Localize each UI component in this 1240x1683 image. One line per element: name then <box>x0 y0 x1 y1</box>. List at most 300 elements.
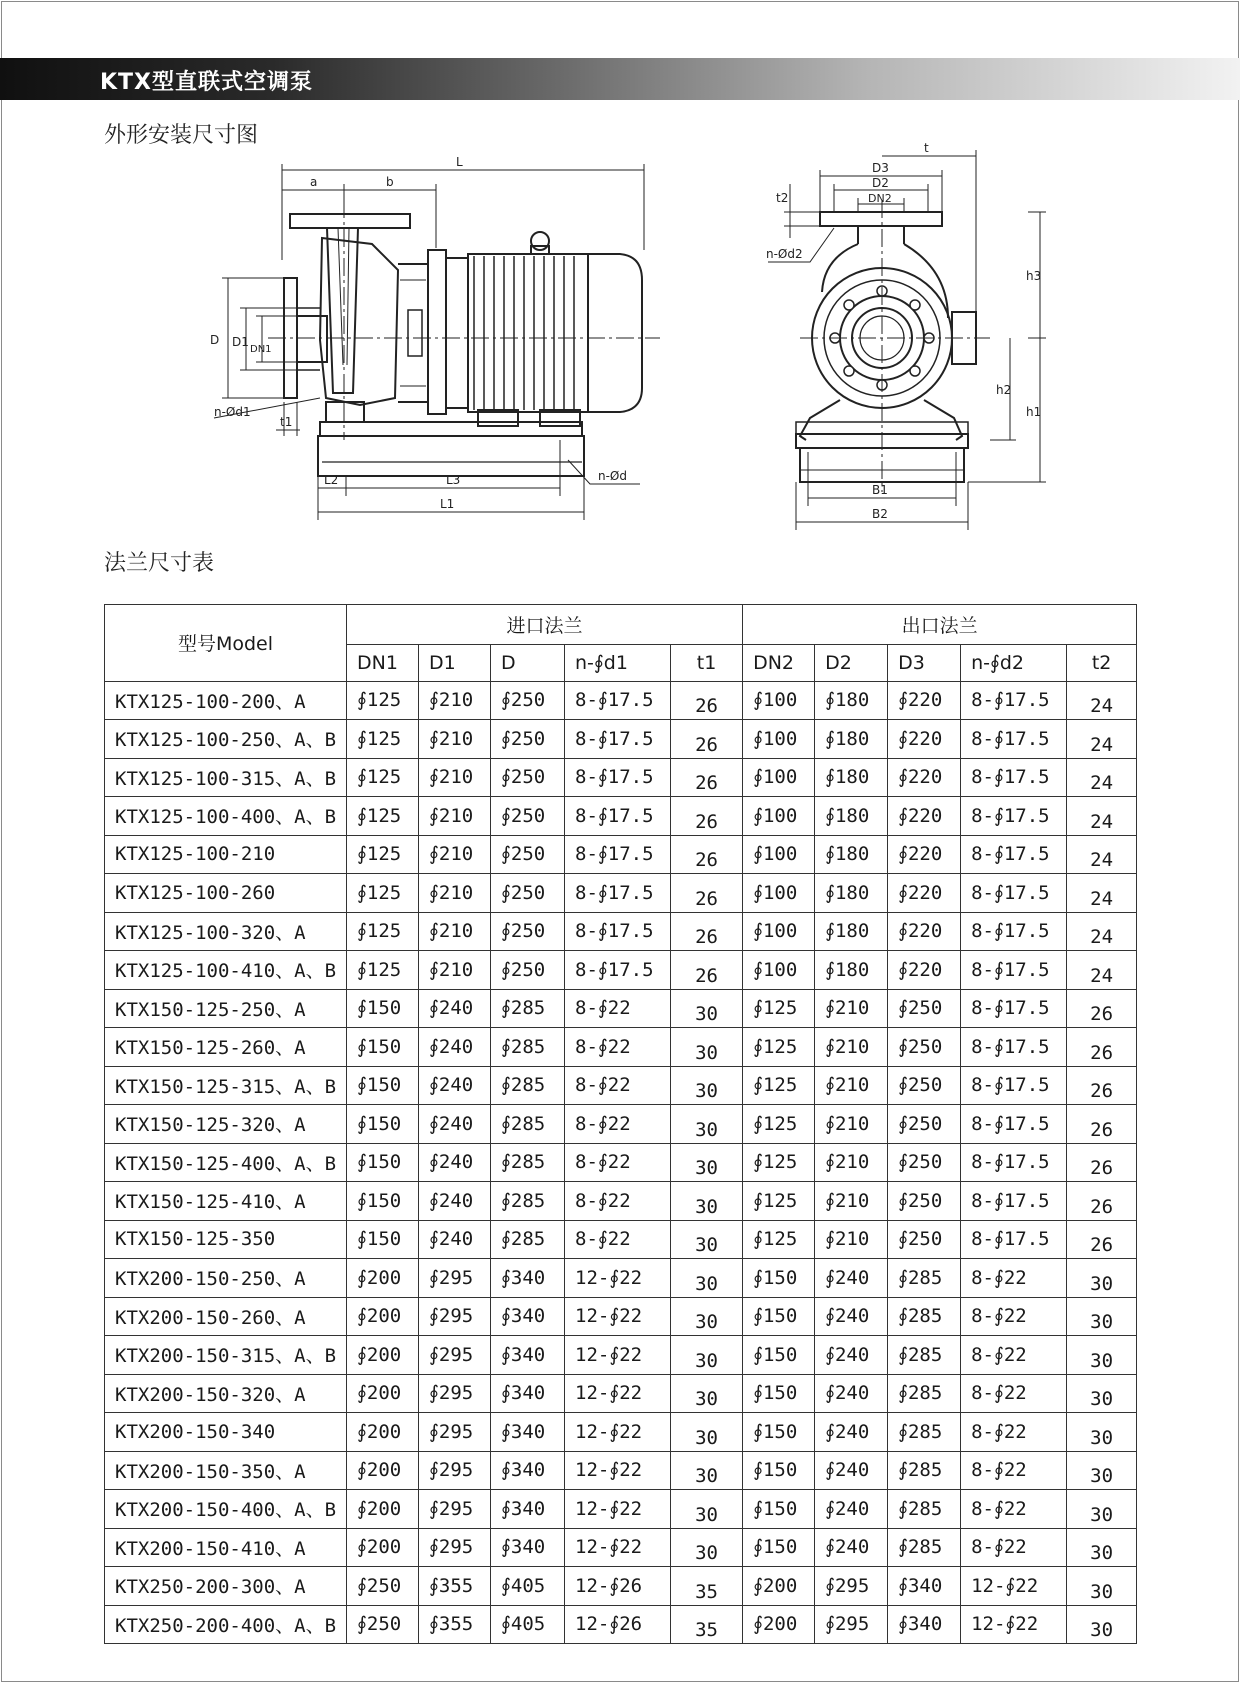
table-cell: 12-∮22 <box>565 1297 671 1336</box>
table-cell: 8-∮22 <box>961 1259 1067 1298</box>
table-cell: ∮285 <box>888 1259 961 1298</box>
table-row <box>105 874 1137 913</box>
table-cell: ∮100 <box>743 797 815 836</box>
dim-b: b <box>386 175 394 189</box>
table-cell: ∮250 <box>888 989 961 1028</box>
table-cell: ∮100 <box>743 758 815 797</box>
dim-dn1: DN1 <box>250 344 272 355</box>
table-cell: ∮285 <box>888 1451 961 1490</box>
table-cell: ∮285 <box>888 1374 961 1413</box>
table-cell: ∮295 <box>419 1374 491 1413</box>
table-row <box>105 835 1137 874</box>
table-row <box>105 1220 1137 1259</box>
table-cell: 8-∮22 <box>565 1220 671 1259</box>
column-header: D2 <box>815 645 888 682</box>
table-cell: ∮200 <box>347 1413 419 1452</box>
table-cell: 12-∮26 <box>565 1605 671 1644</box>
table-cell: 8-∮22 <box>565 1028 671 1067</box>
table-row <box>105 1605 1137 1644</box>
table-cell: 12-∮22 <box>961 1567 1067 1606</box>
table-cell: ∮340 <box>491 1297 565 1336</box>
table-cell: ∮180 <box>815 912 888 951</box>
column-header: n-∮d2 <box>961 645 1067 682</box>
table-cell: 35 <box>671 1605 743 1644</box>
table-cell: ∮125 <box>347 835 419 874</box>
table-cell: ∮125 <box>743 1105 815 1144</box>
table-cell: ∮125 <box>347 797 419 836</box>
column-header: D3 <box>888 645 961 682</box>
table-cell: ∮180 <box>815 797 888 836</box>
table-cell: ∮250 <box>491 797 565 836</box>
table-cell: 8-∮22 <box>565 1066 671 1105</box>
table-cell: ∮180 <box>815 874 888 913</box>
table-cell: ∮240 <box>815 1528 888 1567</box>
table-cell: ∮240 <box>815 1297 888 1336</box>
model-cell: KTX150-125-260、A <box>105 1028 347 1067</box>
table-cell: 30 <box>671 1182 743 1221</box>
table-cell: ∮295 <box>419 1297 491 1336</box>
table-cell: 30 <box>1067 1413 1137 1452</box>
table-cell: ∮250 <box>888 1105 961 1144</box>
table-row <box>105 1528 1137 1567</box>
table-cell: 8-∮17.5 <box>961 758 1067 797</box>
table-cell: 30 <box>1067 1374 1137 1413</box>
page-title: KTX型直联式空调泵 <box>100 70 314 95</box>
table-cell: ∮340 <box>491 1374 565 1413</box>
table-cell: 24 <box>1067 912 1137 951</box>
table-cell: ∮240 <box>815 1259 888 1298</box>
table-cell: ∮100 <box>743 835 815 874</box>
table-cell: ∮240 <box>419 1066 491 1105</box>
table-cell: ∮210 <box>419 797 491 836</box>
table-cell: ∮200 <box>347 1528 419 1567</box>
table-cell: ∮150 <box>347 1220 419 1259</box>
table-cell: ∮240 <box>419 1105 491 1144</box>
column-header: D1 <box>419 645 491 682</box>
table-cell: 30 <box>1067 1567 1137 1606</box>
dim-t2: t2 <box>776 191 789 205</box>
table-cell: ∮340 <box>491 1451 565 1490</box>
table-cell: 8-∮22 <box>961 1413 1067 1452</box>
table-cell: ∮150 <box>347 989 419 1028</box>
table-cell: ∮295 <box>815 1567 888 1606</box>
dim-l: L <box>456 155 463 169</box>
dim-h3: h3 <box>1026 269 1042 283</box>
table-cell: 12-∮22 <box>565 1374 671 1413</box>
header-banner <box>0 58 1240 100</box>
table-row <box>105 989 1137 1028</box>
table-cell: ∮295 <box>419 1259 491 1298</box>
dim-nd1: n-Ød1 <box>214 405 251 419</box>
table-cell: ∮210 <box>815 1105 888 1144</box>
model-header: 型号Model <box>105 605 347 682</box>
table-cell: ∮250 <box>491 720 565 759</box>
dim-nd2: n-Ød2 <box>766 247 803 261</box>
table-cell: ∮210 <box>815 1028 888 1067</box>
table-cell: 8-∮17.5 <box>565 758 671 797</box>
table-cell: ∮200 <box>743 1605 815 1644</box>
table-cell: ∮250 <box>888 1220 961 1259</box>
column-header: D <box>491 645 565 682</box>
table-row <box>105 1451 1137 1490</box>
table-cell: 24 <box>1067 720 1137 759</box>
table-cell: ∮285 <box>888 1297 961 1336</box>
table-cell: 8-∮17.5 <box>565 681 671 720</box>
table-cell: ∮150 <box>347 1028 419 1067</box>
table-cell: 30 <box>671 1528 743 1567</box>
model-cell: KTX125-100-315、A、B <box>105 758 347 797</box>
dim-b2: B2 <box>872 507 888 521</box>
table-cell: ∮125 <box>743 1220 815 1259</box>
model-cell: KTX150-125-320、A <box>105 1105 347 1144</box>
table-cell: ∮150 <box>347 1143 419 1182</box>
table-cell: ∮150 <box>347 1066 419 1105</box>
column-header: t1 <box>671 645 743 682</box>
table-row <box>105 681 1137 720</box>
table-cell: ∮150 <box>743 1374 815 1413</box>
table-row <box>105 797 1137 836</box>
table-cell: 30 <box>671 1259 743 1298</box>
table-row <box>105 1567 1137 1606</box>
model-cell: KTX150-125-315、A、B <box>105 1066 347 1105</box>
table-cell: ∮210 <box>815 1143 888 1182</box>
model-cell: KTX125-100-250、A、B <box>105 720 347 759</box>
table-cell: ∮285 <box>491 1066 565 1105</box>
table-cell: ∮200 <box>347 1451 419 1490</box>
table-cell: ∮295 <box>815 1605 888 1644</box>
dim-l2: L2 <box>324 473 339 487</box>
table-cell: 35 <box>671 1567 743 1606</box>
model-cell: KTX200-150-340 <box>105 1413 347 1452</box>
model-cell: KTX200-150-350、A <box>105 1451 347 1490</box>
model-cell: KTX150-125-350 <box>105 1220 347 1259</box>
table-cell: ∮200 <box>347 1336 419 1375</box>
drawing-section-title: 外形安装尺寸图 <box>104 123 259 148</box>
table-cell: ∮240 <box>815 1451 888 1490</box>
table-cell: 8-∮17.5 <box>565 797 671 836</box>
table-cell: ∮125 <box>743 1028 815 1067</box>
table-cell: 26 <box>671 912 743 951</box>
table-cell: ∮125 <box>347 874 419 913</box>
table-cell: ∮285 <box>491 1028 565 1067</box>
table-cell: ∮150 <box>743 1490 815 1529</box>
table-row <box>105 1259 1137 1298</box>
installation-dimension-drawing <box>0 140 1240 540</box>
table-cell: ∮250 <box>347 1567 419 1606</box>
table-cell: ∮240 <box>419 1220 491 1259</box>
table-cell: ∮250 <box>491 951 565 990</box>
table-cell: 8-∮17.5 <box>961 989 1067 1028</box>
table-cell: 26 <box>671 835 743 874</box>
table-cell: 26 <box>671 874 743 913</box>
table-cell: ∮285 <box>491 1182 565 1221</box>
table-cell: ∮355 <box>419 1567 491 1606</box>
table-cell: 30 <box>671 1105 743 1144</box>
table-cell: 30 <box>671 1451 743 1490</box>
table-cell: ∮210 <box>815 989 888 1028</box>
table-row <box>105 1182 1137 1221</box>
table-cell: 30 <box>671 1490 743 1529</box>
flange-dimension-table <box>104 604 1137 1644</box>
table-cell: ∮250 <box>491 874 565 913</box>
table-cell: 26 <box>1067 1182 1137 1221</box>
table-cell: ∮240 <box>419 1028 491 1067</box>
table-cell: 26 <box>1067 989 1137 1028</box>
table-cell: ∮405 <box>491 1567 565 1606</box>
table-cell: ∮240 <box>815 1490 888 1529</box>
table-cell: ∮125 <box>347 758 419 797</box>
table-cell: ∮285 <box>491 1105 565 1144</box>
table-cell: ∮100 <box>743 720 815 759</box>
table-cell: 26 <box>671 951 743 990</box>
model-cell: KTX200-150-410、A <box>105 1528 347 1567</box>
table-cell: ∮200 <box>347 1374 419 1413</box>
table-cell: 8-∮22 <box>961 1297 1067 1336</box>
table-cell: 30 <box>1067 1336 1137 1375</box>
dim-b1: B1 <box>872 483 888 497</box>
table-cell: ∮210 <box>419 912 491 951</box>
table-cell: 8-∮17.5 <box>961 1182 1067 1221</box>
table-cell: ∮220 <box>888 835 961 874</box>
dim-d2: D2 <box>872 176 889 190</box>
table-cell: ∮150 <box>347 1182 419 1221</box>
table-cell: ∮180 <box>815 681 888 720</box>
model-cell: KTX125-100-410、A、B <box>105 951 347 990</box>
table-cell: 12-∮22 <box>565 1490 671 1529</box>
table-cell: 12-∮22 <box>565 1528 671 1567</box>
table-cell: 12-∮22 <box>961 1605 1067 1644</box>
table-row <box>105 1066 1137 1105</box>
table-cell: 8-∮17.5 <box>961 1143 1067 1182</box>
model-cell: KTX125-100-400、A、B <box>105 797 347 836</box>
dim-d1: D1 <box>232 335 249 349</box>
table-cell: ∮210 <box>419 758 491 797</box>
table-cell: 8-∮17.5 <box>961 912 1067 951</box>
model-cell: KTX125-100-200、A <box>105 681 347 720</box>
dim-t1: t1 <box>280 415 293 429</box>
model-cell: KTX150-125-410、A <box>105 1182 347 1221</box>
model-cell: KTX200-150-315、A、B <box>105 1336 347 1375</box>
table-cell: ∮150 <box>743 1259 815 1298</box>
dim-h2: h2 <box>996 383 1012 397</box>
table-cell: ∮210 <box>419 951 491 990</box>
model-cell: KTX125-100-260 <box>105 874 347 913</box>
table-cell: 8-∮17.5 <box>961 835 1067 874</box>
table-cell: ∮285 <box>491 1220 565 1259</box>
table-cell: 8-∮22 <box>961 1451 1067 1490</box>
table-cell: 30 <box>671 1336 743 1375</box>
dim-a: a <box>310 175 318 189</box>
model-cell: KTX250-200-400、A、B <box>105 1605 347 1644</box>
table-cell: ∮200 <box>347 1297 419 1336</box>
table-cell: 8-∮17.5 <box>961 1028 1067 1067</box>
table-cell: 8-∮17.5 <box>961 1220 1067 1259</box>
table-cell: ∮355 <box>419 1605 491 1644</box>
table-cell: ∮210 <box>419 874 491 913</box>
table-cell: ∮220 <box>888 951 961 990</box>
table-cell: ∮210 <box>419 720 491 759</box>
table-cell: ∮220 <box>888 797 961 836</box>
table-cell: 8-∮22 <box>565 1105 671 1144</box>
table-row <box>105 1105 1137 1144</box>
table-cell: 30 <box>1067 1451 1137 1490</box>
table-cell: ∮340 <box>491 1490 565 1529</box>
table-cell: ∮240 <box>419 1182 491 1221</box>
table-cell: ∮340 <box>491 1528 565 1567</box>
table-row <box>105 912 1137 951</box>
table-cell: ∮180 <box>815 835 888 874</box>
column-header: n-∮d1 <box>565 645 671 682</box>
column-header: t2 <box>1067 645 1137 682</box>
table-cell: ∮125 <box>743 1182 815 1221</box>
table-cell: 8-∮17.5 <box>961 797 1067 836</box>
table-cell: 8-∮22 <box>565 989 671 1028</box>
table-cell: ∮250 <box>491 758 565 797</box>
table-cell: ∮200 <box>743 1567 815 1606</box>
table-cell: 12-∮22 <box>565 1413 671 1452</box>
table-cell: ∮125 <box>743 1143 815 1182</box>
table-row <box>105 758 1137 797</box>
model-cell: KTX150-125-250、A <box>105 989 347 1028</box>
table-row <box>105 1028 1137 1067</box>
table-cell: ∮180 <box>815 951 888 990</box>
table-cell: ∮100 <box>743 874 815 913</box>
table-cell: ∮150 <box>743 1336 815 1375</box>
table-cell: ∮125 <box>347 951 419 990</box>
table-cell: ∮295 <box>419 1528 491 1567</box>
table-cell: ∮180 <box>815 720 888 759</box>
table-cell: 30 <box>671 1028 743 1067</box>
table-row <box>105 1374 1137 1413</box>
column-header: DN1 <box>347 645 419 682</box>
table-cell: 8-∮22 <box>961 1374 1067 1413</box>
table-cell: ∮250 <box>888 1066 961 1105</box>
table-cell: ∮100 <box>743 681 815 720</box>
pump-front-view <box>796 200 990 492</box>
table-cell: ∮100 <box>743 912 815 951</box>
table-cell: 8-∮17.5 <box>565 874 671 913</box>
table-cell: ∮240 <box>815 1374 888 1413</box>
table-cell: 30 <box>1067 1297 1137 1336</box>
table-cell: ∮220 <box>888 912 961 951</box>
table-cell: ∮340 <box>491 1259 565 1298</box>
table-cell: ∮250 <box>888 1182 961 1221</box>
table-cell: 8-∮22 <box>961 1490 1067 1529</box>
dim-d: D <box>210 333 220 347</box>
table-cell: ∮250 <box>888 1143 961 1182</box>
table-cell: ∮295 <box>419 1413 491 1452</box>
table-cell: ∮150 <box>743 1528 815 1567</box>
table-cell: 8-∮17.5 <box>961 1105 1067 1144</box>
table-cell: ∮250 <box>888 1028 961 1067</box>
table-cell: ∮100 <box>743 951 815 990</box>
table-cell: 8-∮17.5 <box>565 912 671 951</box>
table-cell: 30 <box>671 1374 743 1413</box>
table-cell: 30 <box>1067 1528 1137 1567</box>
table-cell: ∮340 <box>491 1413 565 1452</box>
table-cell: 12-∮22 <box>565 1336 671 1375</box>
inlet-flange-header: 进口法兰 <box>347 605 743 645</box>
table-cell: ∮250 <box>491 835 565 874</box>
table-cell: 8-∮17.5 <box>961 720 1067 759</box>
table-cell: ∮240 <box>419 989 491 1028</box>
dim-l1: L1 <box>440 497 455 511</box>
table-cell: 24 <box>1067 681 1137 720</box>
table-cell: 8-∮17.5 <box>565 951 671 990</box>
table-cell: ∮250 <box>491 912 565 951</box>
table-cell: ∮295 <box>419 1336 491 1375</box>
table-cell: 8-∮17.5 <box>565 835 671 874</box>
table-cell: ∮210 <box>815 1220 888 1259</box>
model-cell: KTX200-150-320、A <box>105 1374 347 1413</box>
table-cell: 8-∮17.5 <box>961 1066 1067 1105</box>
table-cell: 30 <box>1067 1490 1137 1529</box>
table-cell: 26 <box>671 720 743 759</box>
table-cell: 30 <box>671 989 743 1028</box>
table-cell: ∮125 <box>347 720 419 759</box>
model-cell: KTX125-100-320、A <box>105 912 347 951</box>
model-cell: KTX125-100-210 <box>105 835 347 874</box>
front-dimension-lines <box>768 150 1046 530</box>
table-cell: 8-∮17.5 <box>961 681 1067 720</box>
table-cell: ∮125 <box>347 912 419 951</box>
table-cell: ∮200 <box>347 1259 419 1298</box>
model-cell: KTX250-200-300、A <box>105 1567 347 1606</box>
table-cell: ∮200 <box>347 1490 419 1529</box>
table-cell: ∮150 <box>743 1297 815 1336</box>
table-cell: ∮250 <box>347 1605 419 1644</box>
table-section-title: 法兰尺寸表 <box>104 551 215 576</box>
table-cell: ∮240 <box>419 1143 491 1182</box>
table-cell: ∮340 <box>491 1336 565 1375</box>
table-cell: 26 <box>671 681 743 720</box>
dim-nd: n-Ød <box>598 469 627 483</box>
table-cell: ∮150 <box>743 1413 815 1452</box>
table-cell: ∮285 <box>491 989 565 1028</box>
table-row <box>105 1143 1137 1182</box>
dim-dn2: DN2 <box>868 192 892 205</box>
table-cell: 26 <box>1067 1066 1137 1105</box>
dim-t: t <box>924 141 929 155</box>
table-row <box>105 1336 1137 1375</box>
table-row <box>105 1297 1137 1336</box>
model-cell: KTX150-125-400、A、B <box>105 1143 347 1182</box>
table-cell: 8-∮17.5 <box>961 951 1067 990</box>
table-cell: ∮220 <box>888 874 961 913</box>
model-cell: KTX200-150-260、A <box>105 1297 347 1336</box>
table-cell: 8-∮22 <box>565 1143 671 1182</box>
table-cell: ∮250 <box>491 681 565 720</box>
table-cell: 26 <box>1067 1220 1137 1259</box>
table-cell: ∮285 <box>491 1143 565 1182</box>
table-cell: 8-∮22 <box>961 1336 1067 1375</box>
table-row <box>105 1413 1137 1452</box>
table-cell: 30 <box>671 1066 743 1105</box>
table-body <box>105 681 1137 1644</box>
column-header: DN2 <box>743 645 815 682</box>
table-cell: ∮150 <box>743 1451 815 1490</box>
table-cell: 26 <box>1067 1143 1137 1182</box>
dim-d3: D3 <box>872 161 889 175</box>
table-cell: ∮125 <box>347 681 419 720</box>
table-cell: 12-∮22 <box>565 1451 671 1490</box>
table-cell: ∮210 <box>419 681 491 720</box>
table-cell: 8-∮17.5 <box>961 874 1067 913</box>
table-cell: ∮150 <box>347 1105 419 1144</box>
table-cell: ∮125 <box>743 989 815 1028</box>
table-cell: ∮210 <box>815 1182 888 1221</box>
table-cell: ∮125 <box>743 1066 815 1105</box>
